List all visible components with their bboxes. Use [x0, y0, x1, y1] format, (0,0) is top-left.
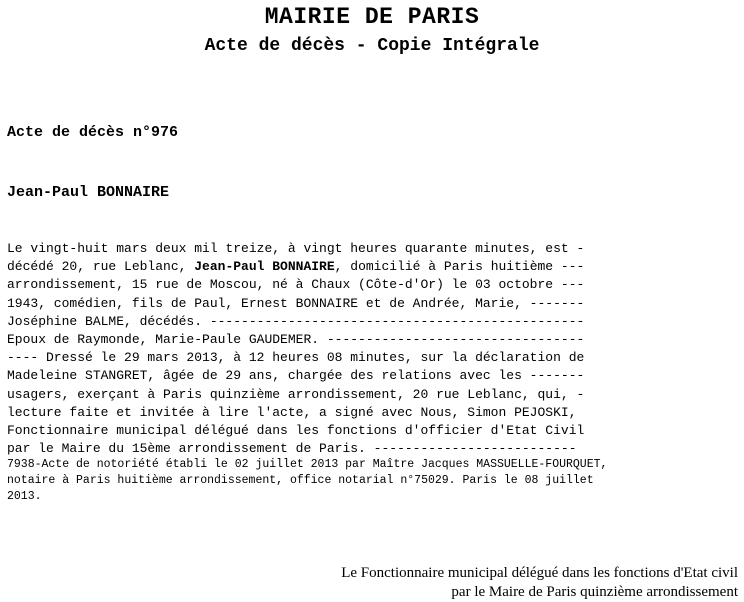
acte-number: Acte de décès n°976	[7, 124, 179, 141]
signature-line: Le Fonctionnaire municipal délégué dans les fonctions d'Etat civil	[341, 565, 738, 581]
body-line: Joséphine BALME, décédés. ------------------------------------------------	[7, 313, 585, 329]
body-line: usagers, exerçant à Paris quinzième arrondissement, 20 rue Leblanc, qui, -	[7, 386, 585, 402]
signature-block	[341, 564, 738, 602]
marginal-mention	[7, 457, 727, 505]
body-line: par le Maire du 15ème arrondissement de Paris. --------------------------	[7, 441, 577, 457]
body-line: Madeleine STANGRET, âgée de 29 ans, chargée des relations avec les -------	[7, 368, 585, 384]
body-line: ---- Dressé le 29 mars 2013, à 12 heures 08 minutes, sur la déclaration de	[7, 350, 585, 366]
signature-line: par le Maire de Paris quinzième arrondissement	[451, 584, 738, 600]
body-line	[7, 258, 657, 276]
acte-body	[7, 240, 657, 458]
body-line: 1943, comédien, fils de Paul, Ernest BONNAIRE et de Andrée, Marie, -------	[7, 295, 585, 311]
mention-line: 2013.	[7, 490, 42, 503]
body-line-end: , domicilié à Paris huitième ---	[334, 259, 585, 275]
body-line-start: décédé 20, rue Leblanc,	[7, 259, 195, 275]
body-line: arrondissement, 15 rue de Moscou, né à Chaux (Côte-d'Or) le 03 octobre ---	[7, 277, 585, 293]
body-line: Epoux de Raymonde, Marie-Paule GAUDEMER. ---------------------------------	[7, 331, 585, 347]
mention-line: 7938-Acte de notoriété établi le 02 juillet 2013 par Maître Jacques MASSUELLE-FOURQUET,	[7, 458, 608, 471]
document-subtitle: Acte de décès - Copie Intégrale	[204, 36, 540, 56]
page-title: MAIRIE DE PARIS	[264, 4, 480, 30]
body-line: Fonctionnaire municipal délégué dans les fonctions d'officier d'Etat Civil	[7, 422, 585, 438]
body-line: lecture faite et invitée à lire l'acte, a signé avec Nous, Simon PEJOSKI,	[7, 404, 577, 420]
mention-line: notaire à Paris huitième arrondissement, office notarial n°75029. Paris le 08 juillet	[7, 474, 594, 487]
deceased-name: Jean-Paul BONNAIRE	[7, 184, 170, 201]
deceased-name-inline: Jean-Paul BONNAIRE	[194, 259, 335, 275]
body-line: Le vingt-huit mars deux mil treize, à vingt heures quarante minutes, est -	[7, 241, 585, 256]
